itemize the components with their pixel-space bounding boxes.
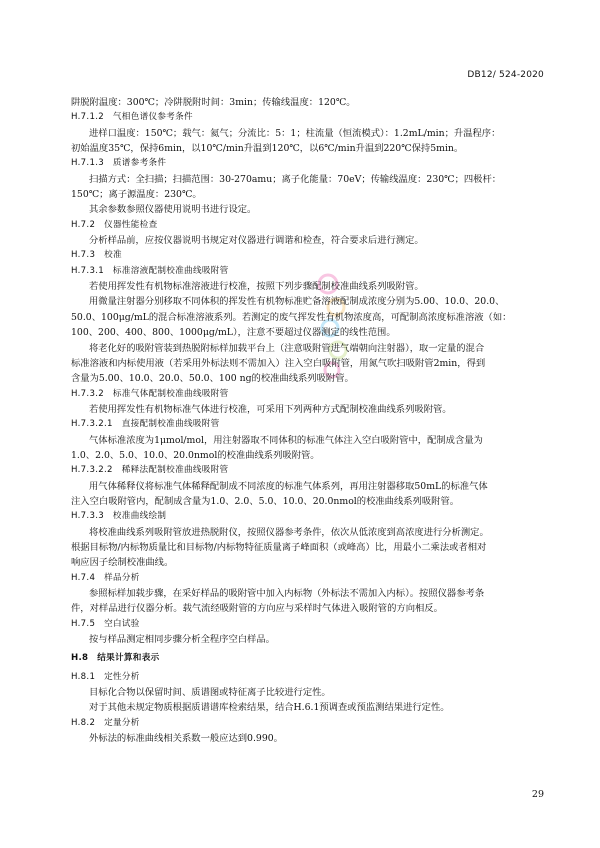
document-body [71,95,549,746]
section-heading: H.7.1.2 气相色谱仪参考条件 [71,112,193,123]
paragraph-line: 含量为5.00、10.0、20.0、50.0、100 ng的校准曲线系列吸附管。 [71,373,354,385]
paragraph-line: 扫描方式：全扫描；扫描范围：30-270amu；离子化能量：70eV；传输线温度：230℃；四极杆： [89,173,502,185]
paragraph-line: 气体标准浓度为1μmol/mol，用注射器取不同体积的标准气体注入空白吸附管中，配制成含量为 [89,434,483,446]
paragraph-line: 外标法的标准曲线相关系数一般应达到0.990。 [89,733,283,745]
paragraph-line: 参照标样加载步骤，在采好样品的吸附管中加入内标物（外标法不需加入内标）。按照仪器参考条 [89,588,485,599]
section-heading: H.8.2 定量分析 [71,717,140,728]
paragraph-line: 注入空白吸附管内，配制成含量为1.0、2.0、5.0、10.0、20.0nmol的校准曲线系列吸附管。 [71,495,460,507]
paragraph-line: 将校准曲线系列吸附管放进热脱附仪，按照仪器参考条件，依次从低浓度到高浓度进行分析测定。 [89,526,489,538]
section-heading: H.7.3.1 标准溶液配制校准曲线吸附管 [71,265,229,276]
paragraph-line: 对于其他未规定物质根据质谱谱库检索结果，结合H.6.1预调查或预监测结果进行定性。 [89,702,450,714]
paragraph-line: 初始温度35℃，保持6min，以10℃/min升温到120℃，以6℃/min升温到220℃保持5min。 [71,143,464,155]
paragraph-line: 根据目标物/内标物质量比和目标物/内标物特征质量离子峰面积（或峰高）比，用最小二乘法或者相对 [71,541,487,553]
section-heading: H.7.5 空白试验 [71,618,140,629]
paragraph-line: 目标化合物以保留时间、质谱图或特征离子比较进行定性。 [89,687,331,699]
paragraph-line: 用微量注射器分别移取不同体积的挥发性有机物标准贮备溶液配制成浓度分别为5.00、10.0、20.0、 [89,296,505,308]
paragraph-line: 其余参数参照仪器使用说明书进行设定。 [89,204,257,216]
paragraph-line: 100、200、400、800、1000μg/mL），注意不要超过仪器测定的线性范围。 [71,327,396,339]
section-heading: H.7.3.2.1 直接配制校准曲线吸附管 [71,419,220,430]
section-heading: H.8 结果计算和表示 [71,653,160,664]
paragraph-line: 按与样品测定相同步骤分析全程序空白样品。 [89,634,275,646]
paragraph-line: 1.0、2.0、5.0、10.0、20.0nmol的校准曲线系列吸附管。 [71,449,320,461]
paragraph-line: 将老化好的吸附管装到热脱附标样加载平台上（注意吸附管进气端朝向注射器），取一定量的混合 [89,342,485,354]
section-heading: H.7.3.3 校准曲线绘制 [71,511,167,522]
standard-code: DB12/ 524-2020 [467,70,544,80]
section-heading: H.8.1 定性分析 [71,671,140,682]
paragraph-line: 150℃；离子源温度：230℃。 [71,189,202,201]
paragraph-line: 用气体稀释仪将标准气体稀释配制成不同浓度的标准气体系列，再用注射器移取50mL的标准气体 [89,480,488,492]
paragraph-line: 若使用挥发性有机物标准气体进行校准，可采用下列两种方式配制校准曲线系列吸附管。 [89,403,452,415]
paragraph-line: 标准溶液和内标使用液（若采用外标法则不需加入）注入空白吸附管，用氮气吹扫吸附管2min，得到 [71,357,486,369]
paragraph-line: 50.0、100μg/mL的混合标准溶液系列。若测定的废气挥发性有机物浓度高，可配制高浓度标准溶液（如： [71,311,512,323]
section-heading: H.7.3 校准 [71,250,122,261]
section-heading: H.7.4 样品分析 [71,572,140,583]
paragraph-line: 进样口温度：150℃；载气：氦气；分流比：5：1；柱流量（恒流模式）：1.2mL/min；升温程序： [89,127,501,139]
paragraph-line: 响应因子绘制校准曲线。 [71,557,174,569]
section-heading: H.7.3.2 标准气体配制校准曲线吸附管 [71,388,229,399]
paragraph-line: 件，对样品进行仪器分析。载气流经吸附管的方向应与采样时气体进入吸附管的方向相反。 [71,603,443,615]
paragraph-line: 阱脱附温度：300℃；冷阱脱附时间：3min；传输线温度：120℃。 [71,97,356,108]
paragraph-line: 若使用挥发性有机物标准溶液进行校准，按照下列步骤配制校准曲线系列吸附管。 [89,281,424,293]
page-number: 29 [531,789,544,800]
section-heading: H.7.2 仪器性能检查 [71,219,158,230]
section-heading: H.7.3.2.2 稀释法配制校准曲线吸附管 [71,465,229,476]
paragraph-line: 分析样品前，应按仪器说明书规定对仪器进行调谐和检查，符合要求后进行测定。 [89,235,424,247]
section-heading: H.7.1.3 质谱参考条件 [71,158,167,169]
